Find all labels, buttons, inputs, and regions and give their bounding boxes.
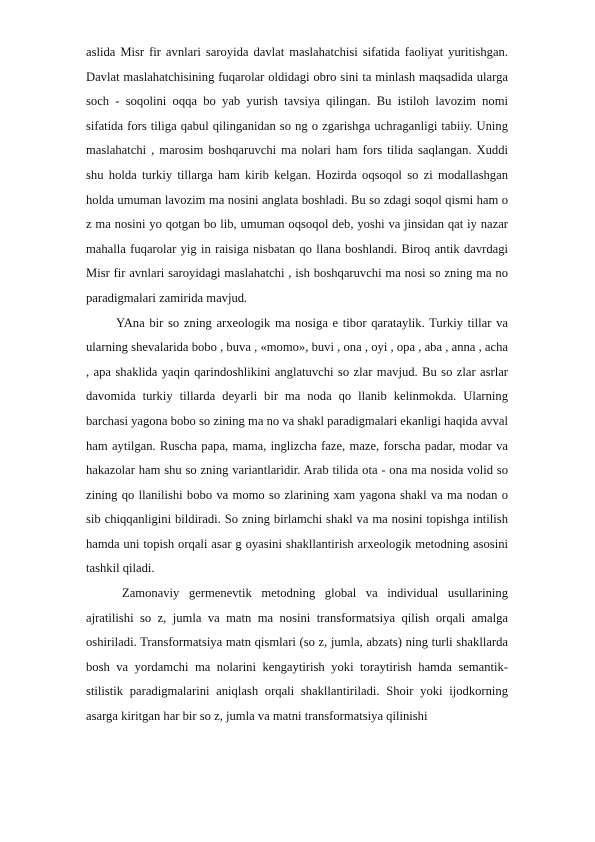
paragraph-2: YAna bir so zning arxeologik ma nosiga e tibor qarataylik. Turkiy tillar va ularning shevalarida bobo , buva , «momo», buvi , ona , oyi , opa , aba , anna , acha , apa shaklida yaqin qarindoshlikini anglatuvchi so zlar mavjud. Bu so zlar asrlar davomida turkiy tillarda deyarli bir ma noda qo llanib kelinmokda. Ularning barchasi yagona bobo so zining ma no va shakl paradigmalari ekanligi haqida avval ham aytilgan. Ruscha papa, mama, inglizcha faze, maze, forscha padar, modar va hakazolar ham shu so zning variantlaridir. Arab tilida ota - ona ma nosida volid so zining qo llanilishi bobo va momo so zlarining xam yagona shakl va ma nodan o sib chiqqanligini bildiradi. So zning birlamchi shakl va ma nosini topishga intilish hamda uni topish orqali asar g oyasini shakllantirish arxeologik metodning asosini tashkil qiladi.: [86, 315, 508, 576]
document-page: [86, 40, 508, 729]
paragraph-3: Zamonaviy germenevtik metodning global va individual usullarining ajratilishi so z, jumla va matn ma nosini transformatsiya qilish orqali amalga oshiriladi. Transformatsiya matn qismlari (so z, jumla, abzats) ning turli shakllarda bosh va yordamchi ma nolarini kengaytirish yoki toraytirish hamda semantik- stilistik paradigmalarini aniqlash orqali shakllantiriladi. Shoir yoki ijodkorning asarga kiritgan har bir so z, jumla va matni transformatsiya qilinishi: [86, 586, 508, 724]
paragraph-1: aslida Misr fir avnlari saroyida davlat maslahatchisi sifatida faoliyat yuritishgan. Davlat maslahatchisining fuqarolar oldidagi obro sini ta minlash maqsadida ularga soch - soqolini oqqa bo yab yurish tavsiya qilingan. Bu istiloh lavozim nomi sifatida fors tiliga qabul qilinganidan so ng o zgarishga uchraganligi tabiiy. Uning maslahatchi , marosim boshqaruvchi ma nolari ham fors tilida saqlangan. Xuddi shu holda turkiy tillarga ham kirib kelgan. Hozirda oqsoqol so zi modallashgan holda umuman lavozim ma nosini anglata boshladi. Bu so zdagi soqol qismi ham o z ma nosini yo qotgan bo lib, umuman oqsoqol deb, yoshi va jinsidan qat iy nazar mahalla fuqarolar yig in raisiga nisbatan qo llana boshlandi. Biroq antik davrdagi Misr fir avnlari saroyidagi maslahatchi , ish boshqaruvchi ma nosi so zning ma no paradigmalari zamirida mavjud.: [86, 45, 508, 305]
